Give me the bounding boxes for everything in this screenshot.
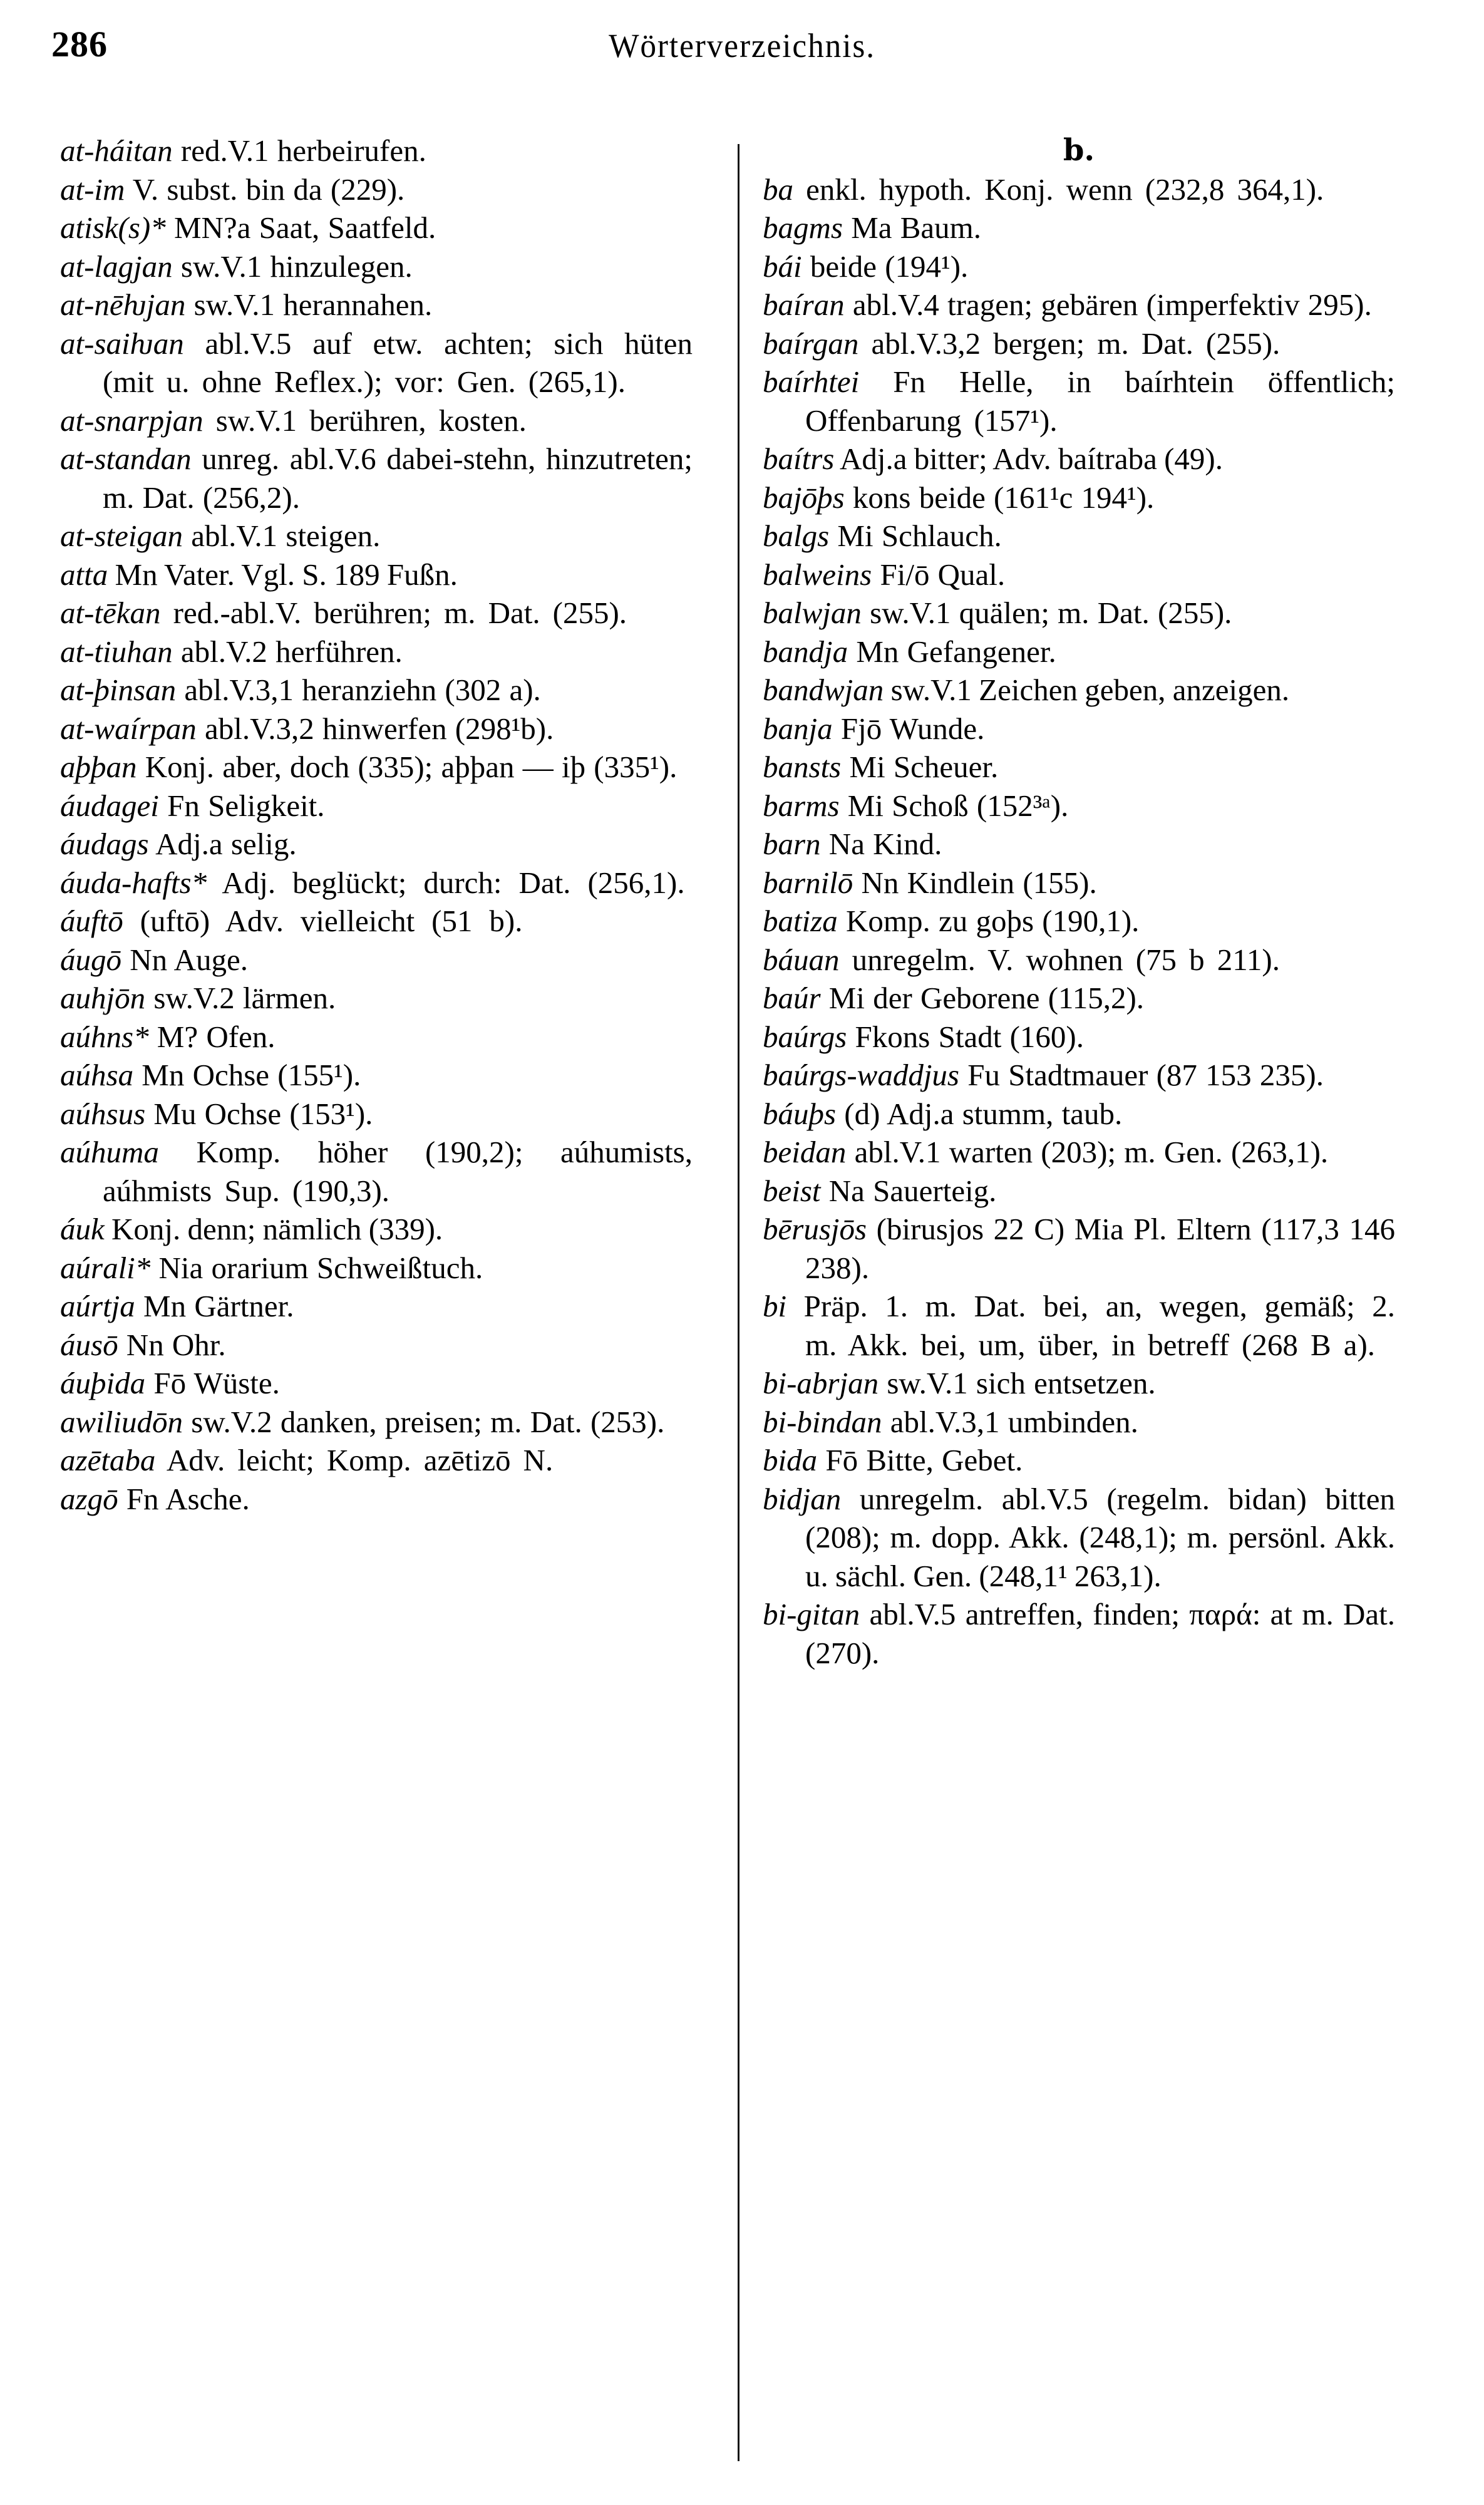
right-column: [763, 132, 1395, 1672]
entry-headword: baúrgs: [763, 1019, 847, 1054]
dictionary-entry: [763, 1210, 1395, 1287]
entry-body: sw.V.1 quälen; m. Dat. (255).: [861, 596, 1232, 630]
entry-headword: bidjan: [763, 1481, 842, 1516]
entry-headword: beist: [763, 1173, 821, 1208]
entry-headword: bansts: [763, 750, 842, 784]
entry-headword: aúhsa: [60, 1058, 134, 1092]
dictionary-entry: [763, 748, 1395, 787]
dictionary-entry: [60, 1133, 693, 1210]
entry-body: Adj.a selig.: [148, 827, 297, 861]
entry-body: unregelm. V. wohnen (75 b 211).: [839, 942, 1280, 977]
entry-body: kons beide (161¹c 194¹).: [844, 480, 1155, 515]
entry-headword: bi: [763, 1289, 787, 1323]
dictionary-entry: [60, 1364, 693, 1403]
dictionary-entry: [763, 363, 1395, 440]
entry-headword: bandwjan: [763, 673, 884, 707]
entry-headword: at-standan: [60, 442, 192, 476]
entry-headword: aúhuma: [60, 1135, 159, 1169]
entry-headword: at-steigan: [60, 519, 183, 553]
entry-body: Präp. 1. m. Dat. bei, an, wegen, gemäß; 2. m. Akk. bei, um, über, in betreff (268 B a).: [786, 1289, 1395, 1362]
entry-headword: aúhsus: [60, 1096, 146, 1131]
entry-body: abl.V.4 tragen; gebären (imperfektiv 295).: [844, 287, 1372, 322]
entry-body: Mi Schlauch.: [829, 519, 1002, 553]
entry-body: Mn Ochse (155¹).: [133, 1058, 361, 1092]
dictionary-entry: [60, 1326, 693, 1365]
entry-body: Fn Helle, in baírhtein öffentlich; Offenbarung (157¹).: [805, 364, 1395, 438]
entry-body: M? Ofen.: [148, 1019, 276, 1054]
dictionary-entry: [60, 671, 693, 710]
dictionary-entry: [60, 1287, 693, 1326]
dictionary-entry: [763, 979, 1395, 1018]
entry-headword: bandja: [763, 634, 848, 669]
entry-headword: at-tēkan: [60, 596, 161, 630]
entry-headword: baíran: [763, 287, 845, 322]
entry-body: abl.V.3,2 bergen; m. Dat. (255).: [858, 326, 1280, 361]
entry-body: red.V.1 herbeirufen.: [172, 133, 426, 168]
entry-body: Na Sauerteig.: [820, 1173, 997, 1208]
dictionary-entry: [60, 633, 693, 671]
entry-body: Mi Scheuer.: [841, 750, 999, 784]
dictionary-entry: [60, 1249, 693, 1288]
dictionary-entry: [763, 247, 1395, 286]
dictionary-entry: [763, 555, 1395, 594]
entry-headword: at-snarpjan: [60, 403, 204, 438]
entry-headword: at-tiuhan: [60, 634, 173, 669]
dictionary-entry: [60, 440, 693, 517]
entry-body: abl.V.5 auf etw. achten; sich hüten (mit u. ohne Reflex.); vor: Gen. (265,1).: [103, 326, 693, 399]
entry-body: Mn Gefangener.: [848, 634, 1056, 669]
entry-body: Fjō Wunde.: [832, 711, 985, 746]
dictionary-entry: [60, 787, 693, 825]
entry-headword: aúrali*: [60, 1250, 151, 1285]
entry-headword: áusō: [60, 1327, 118, 1362]
dictionary-entry: [60, 209, 693, 247]
entry-headword: barnilō: [763, 865, 853, 900]
dictionary-entry: [763, 902, 1395, 941]
entry-body: V. subst. bin da (229).: [125, 172, 405, 207]
entry-headword: bajōþs: [763, 480, 845, 515]
entry-body: sw.V.1 herannahen.: [185, 287, 433, 322]
entry-headword: baúrgs-waddjus: [763, 1058, 960, 1092]
entry-body: (birusjos 22 C) Mia Pl. Eltern (117,3 146 238).: [805, 1212, 1395, 1285]
entry-body: Na Kind.: [820, 827, 942, 861]
body-columns: [0, 132, 1484, 2449]
dictionary-entry: [60, 902, 693, 941]
entry-body: Mi Schoß (152³ᵃ).: [839, 788, 1069, 823]
dictionary-entry: [763, 787, 1395, 825]
entry-body: Komp. zu goþs (190,1).: [837, 904, 1140, 938]
dictionary-entry: [763, 941, 1395, 979]
running-title: Wörterverzeichnis.: [609, 27, 875, 65]
entry-body: Mn Gärtner.: [135, 1289, 294, 1323]
dictionary-entry: [763, 170, 1395, 209]
entry-headword: baúr: [763, 981, 821, 1015]
entry-body: abl.V.3,2 hinwerfen (298¹b).: [196, 711, 554, 746]
entry-body: Konj. aber, doch (335); aþþan — iþ (335¹).: [137, 750, 678, 784]
entry-headword: at-háitan: [60, 133, 173, 168]
entry-body: abl.V.3,1 heranziehn (302 a).: [176, 673, 541, 707]
entry-headword: áuftō: [60, 904, 123, 938]
dictionary-entry: [60, 286, 693, 324]
dictionary-entry: [60, 1056, 693, 1095]
dictionary-entry: [60, 170, 693, 209]
running-head: [0, 26, 1484, 83]
entry-body: Adj. beglückt; durch: Dat. (256,1).: [207, 865, 685, 900]
dictionary-entry: [763, 324, 1395, 363]
dictionary-entry: [60, 710, 693, 748]
entry-headword: ba: [763, 172, 793, 207]
dictionary-entry: [763, 1287, 1395, 1364]
entry-headword: áuþida: [60, 1366, 146, 1400]
entry-body: MN?a Saat, Saatfeld.: [165, 210, 436, 245]
entry-headword: bi-bindan: [763, 1404, 882, 1439]
entry-headword: azētaba: [60, 1443, 156, 1477]
entry-body: sw.V.1 Zeichen geben, anzeigen.: [884, 673, 1290, 707]
entry-headword: at-saiƕan: [60, 326, 184, 361]
dictionary-entry: [60, 864, 693, 902]
entry-headword: baírhtei: [763, 364, 860, 399]
entry-body: (d) Adj.a stumm, taub.: [836, 1096, 1123, 1131]
entry-headword: balgs: [763, 519, 830, 553]
entry-body: sw.V.2 danken, preisen; m. Dat. (253).: [183, 1404, 665, 1439]
dictionary-entry: [763, 209, 1395, 247]
left-column: [60, 132, 693, 1518]
dictionary-entry: [60, 1441, 693, 1480]
entry-body: (uftō) Adv. vielleicht (51 b).: [123, 904, 523, 938]
dictionary-entry: [60, 1095, 693, 1134]
entry-body: Mi der Geborene (115,2).: [820, 981, 1145, 1015]
alphabet-section-heading: b.: [1063, 133, 1095, 168]
entry-headword: bērusjōs: [763, 1212, 867, 1246]
entry-headword: báuan: [763, 942, 840, 977]
entry-body: Nia orarium Schweißtuch.: [150, 1250, 483, 1285]
entry-body: Nn Kindlein (155).: [853, 865, 1097, 900]
entry-body: Fu Stadtmauer (87 153 235).: [959, 1058, 1324, 1092]
entry-body: Adv. leicht; Komp. azētizō N.: [155, 1443, 554, 1477]
entry-headword: áudags: [60, 827, 149, 861]
dictionary-entry: [763, 594, 1395, 633]
entry-body: Ma Baum.: [842, 210, 982, 245]
entry-body: unregelm. abl.V.5 (regelm. bidan) bitten (208); m. dopp. Akk. (248,1); m. persönl. Akk. u. sächl. Gen. (248,1¹ 263,1).: [805, 1481, 1395, 1593]
dictionary-entry: [763, 286, 1395, 324]
dictionary-entry: [60, 941, 693, 979]
entry-headword: aþþan: [60, 750, 137, 784]
dictionary-entry: [60, 517, 693, 555]
dictionary-entry: [763, 825, 1395, 864]
entry-headword: auhjōn: [60, 981, 146, 1015]
entry-body: sw.V.2 lärmen.: [145, 981, 336, 1015]
entry-headword: banja: [763, 711, 833, 746]
entry-body: unreg. abl.V.6 dabei-stehn, hinzutreten; m. Dat. (256,2).: [103, 442, 693, 515]
dictionary-entry: [60, 1480, 693, 1519]
dictionary-entry: [763, 1403, 1395, 1442]
entry-body: abl.V.3,1 umbinden.: [882, 1404, 1138, 1439]
entry-headword: áuda-hafts*: [60, 865, 207, 900]
entry-headword: áudagei: [60, 788, 159, 823]
entry-body: abl.V.1 steigen.: [182, 519, 381, 553]
entry-headword: atta: [60, 557, 108, 592]
entry-body: red.-abl.V. berühren; m. Dat. (255).: [160, 596, 627, 630]
dictionary-entry: [763, 864, 1395, 902]
entry-headword: aúrtja: [60, 1289, 135, 1323]
entry-body: enkl. hypoth. Konj. wenn (232,8 364,1).: [793, 172, 1324, 207]
page-number: 286: [51, 24, 108, 65]
dictionary-entry: [763, 478, 1395, 517]
dictionary-entry: [60, 1018, 693, 1056]
entry-headword: azgō: [60, 1481, 118, 1516]
entry-body: Nn Ohr.: [118, 1327, 226, 1362]
dictionary-entry: [60, 979, 693, 1018]
dictionary-entry: [763, 1441, 1395, 1480]
entry-headword: balwjan: [763, 596, 862, 630]
dictionary-entry: [60, 247, 693, 286]
dictionary-entry: [763, 1095, 1395, 1134]
dictionary-entry: [763, 1480, 1395, 1596]
entry-headword: atisk(s)*: [60, 210, 166, 245]
entry-headword: at-im: [60, 172, 125, 207]
dictionary-entry: [763, 1595, 1395, 1672]
entry-body: beide (194¹).: [801, 249, 969, 284]
dictionary-entry: [763, 710, 1395, 748]
entry-headword: at-waírpan: [60, 711, 197, 746]
dictionary-entry: [763, 1018, 1395, 1056]
dictionary-entry: [60, 555, 693, 594]
entry-headword: at-lagjan: [60, 249, 173, 284]
entry-body: sw.V.1 sich entsetzen.: [879, 1366, 1156, 1400]
entry-headword: áugō: [60, 942, 121, 977]
entry-headword: bida: [763, 1443, 818, 1477]
entry-body: Fō Wüste.: [145, 1366, 280, 1400]
dictionary-entry: [60, 748, 693, 787]
entry-body: sw.V.1 berühren, kosten.: [203, 403, 527, 438]
entry-body: abl.V.2 herführen.: [172, 634, 403, 669]
dictionary-entry: [763, 1172, 1395, 1211]
dictionary-entry: [60, 401, 693, 440]
entry-body: Fō Bitte, Gebet.: [817, 1443, 1023, 1477]
entry-headword: at-nēƕjan: [60, 287, 186, 322]
dictionary-entry: [763, 671, 1395, 710]
entry-headword: baítrs: [763, 442, 835, 476]
entry-headword: bái: [763, 249, 802, 284]
entry-headword: balweins: [763, 557, 872, 592]
dictionary-entry: [60, 825, 693, 864]
dictionary-entry: [60, 132, 693, 170]
entry-headword: barms: [763, 788, 840, 823]
dictionary-entry: [60, 1403, 693, 1442]
entry-body: Fn Asche.: [118, 1481, 250, 1516]
entry-body: sw.V.1 hinzulegen.: [172, 249, 413, 284]
dictionary-entry: [60, 594, 693, 633]
entry-headword: beidan: [763, 1135, 847, 1169]
entry-body: Konj. denn; nämlich (339).: [104, 1212, 443, 1246]
dictionary-entry: [60, 1210, 693, 1249]
entry-body: Nn Auge.: [121, 942, 249, 977]
entry-body: Mn Vater. Vgl. S. 189 Fußn.: [108, 557, 458, 592]
entry-body: Adj.a bitter; Adv. baítraba (49).: [834, 442, 1223, 476]
entry-body: Mu Ochse (153¹).: [145, 1096, 373, 1131]
entry-headword: baírgan: [763, 326, 859, 361]
entry-body: Fn Seligkeit.: [158, 788, 325, 823]
dictionary-entry: [763, 517, 1395, 555]
entry-body: Fi/ō Qual.: [872, 557, 1006, 592]
entry-headword: barn: [763, 827, 821, 861]
dictionary-entry: [763, 440, 1395, 478]
entry-headword: bagms: [763, 210, 843, 245]
dictionary-entry: [763, 1364, 1395, 1403]
entry-headword: aúhns*: [60, 1019, 149, 1054]
entry-body: Fkons Stadt (160).: [847, 1019, 1084, 1054]
dictionary-entry: [763, 633, 1395, 671]
dictionary-entry: [763, 1056, 1395, 1095]
entry-body: abl.V.1 warten (203); m. Gen. (263,1).: [846, 1135, 1329, 1169]
entry-headword: at-þinsan: [60, 673, 177, 707]
entry-body: Komp. höher (190,2); aúhumists, aúhmists Sup. (190,3).: [103, 1135, 693, 1208]
dictionary-entry: [763, 1133, 1395, 1172]
entry-headword: batiza: [763, 904, 838, 938]
entry-headword: bi-gitan: [763, 1597, 860, 1631]
entry-headword: báuþs: [763, 1096, 837, 1131]
column-divider-rule: [738, 144, 739, 2461]
entry-body: abl.V.5 antreffen, finden; παρά: at m. Dat. (270).: [805, 1597, 1395, 1670]
entry-headword: bi-abrjan: [763, 1366, 879, 1400]
entry-headword: awiliudōn: [60, 1404, 183, 1439]
entry-headword: áuk: [60, 1212, 105, 1246]
dictionary-entry: [60, 324, 693, 401]
